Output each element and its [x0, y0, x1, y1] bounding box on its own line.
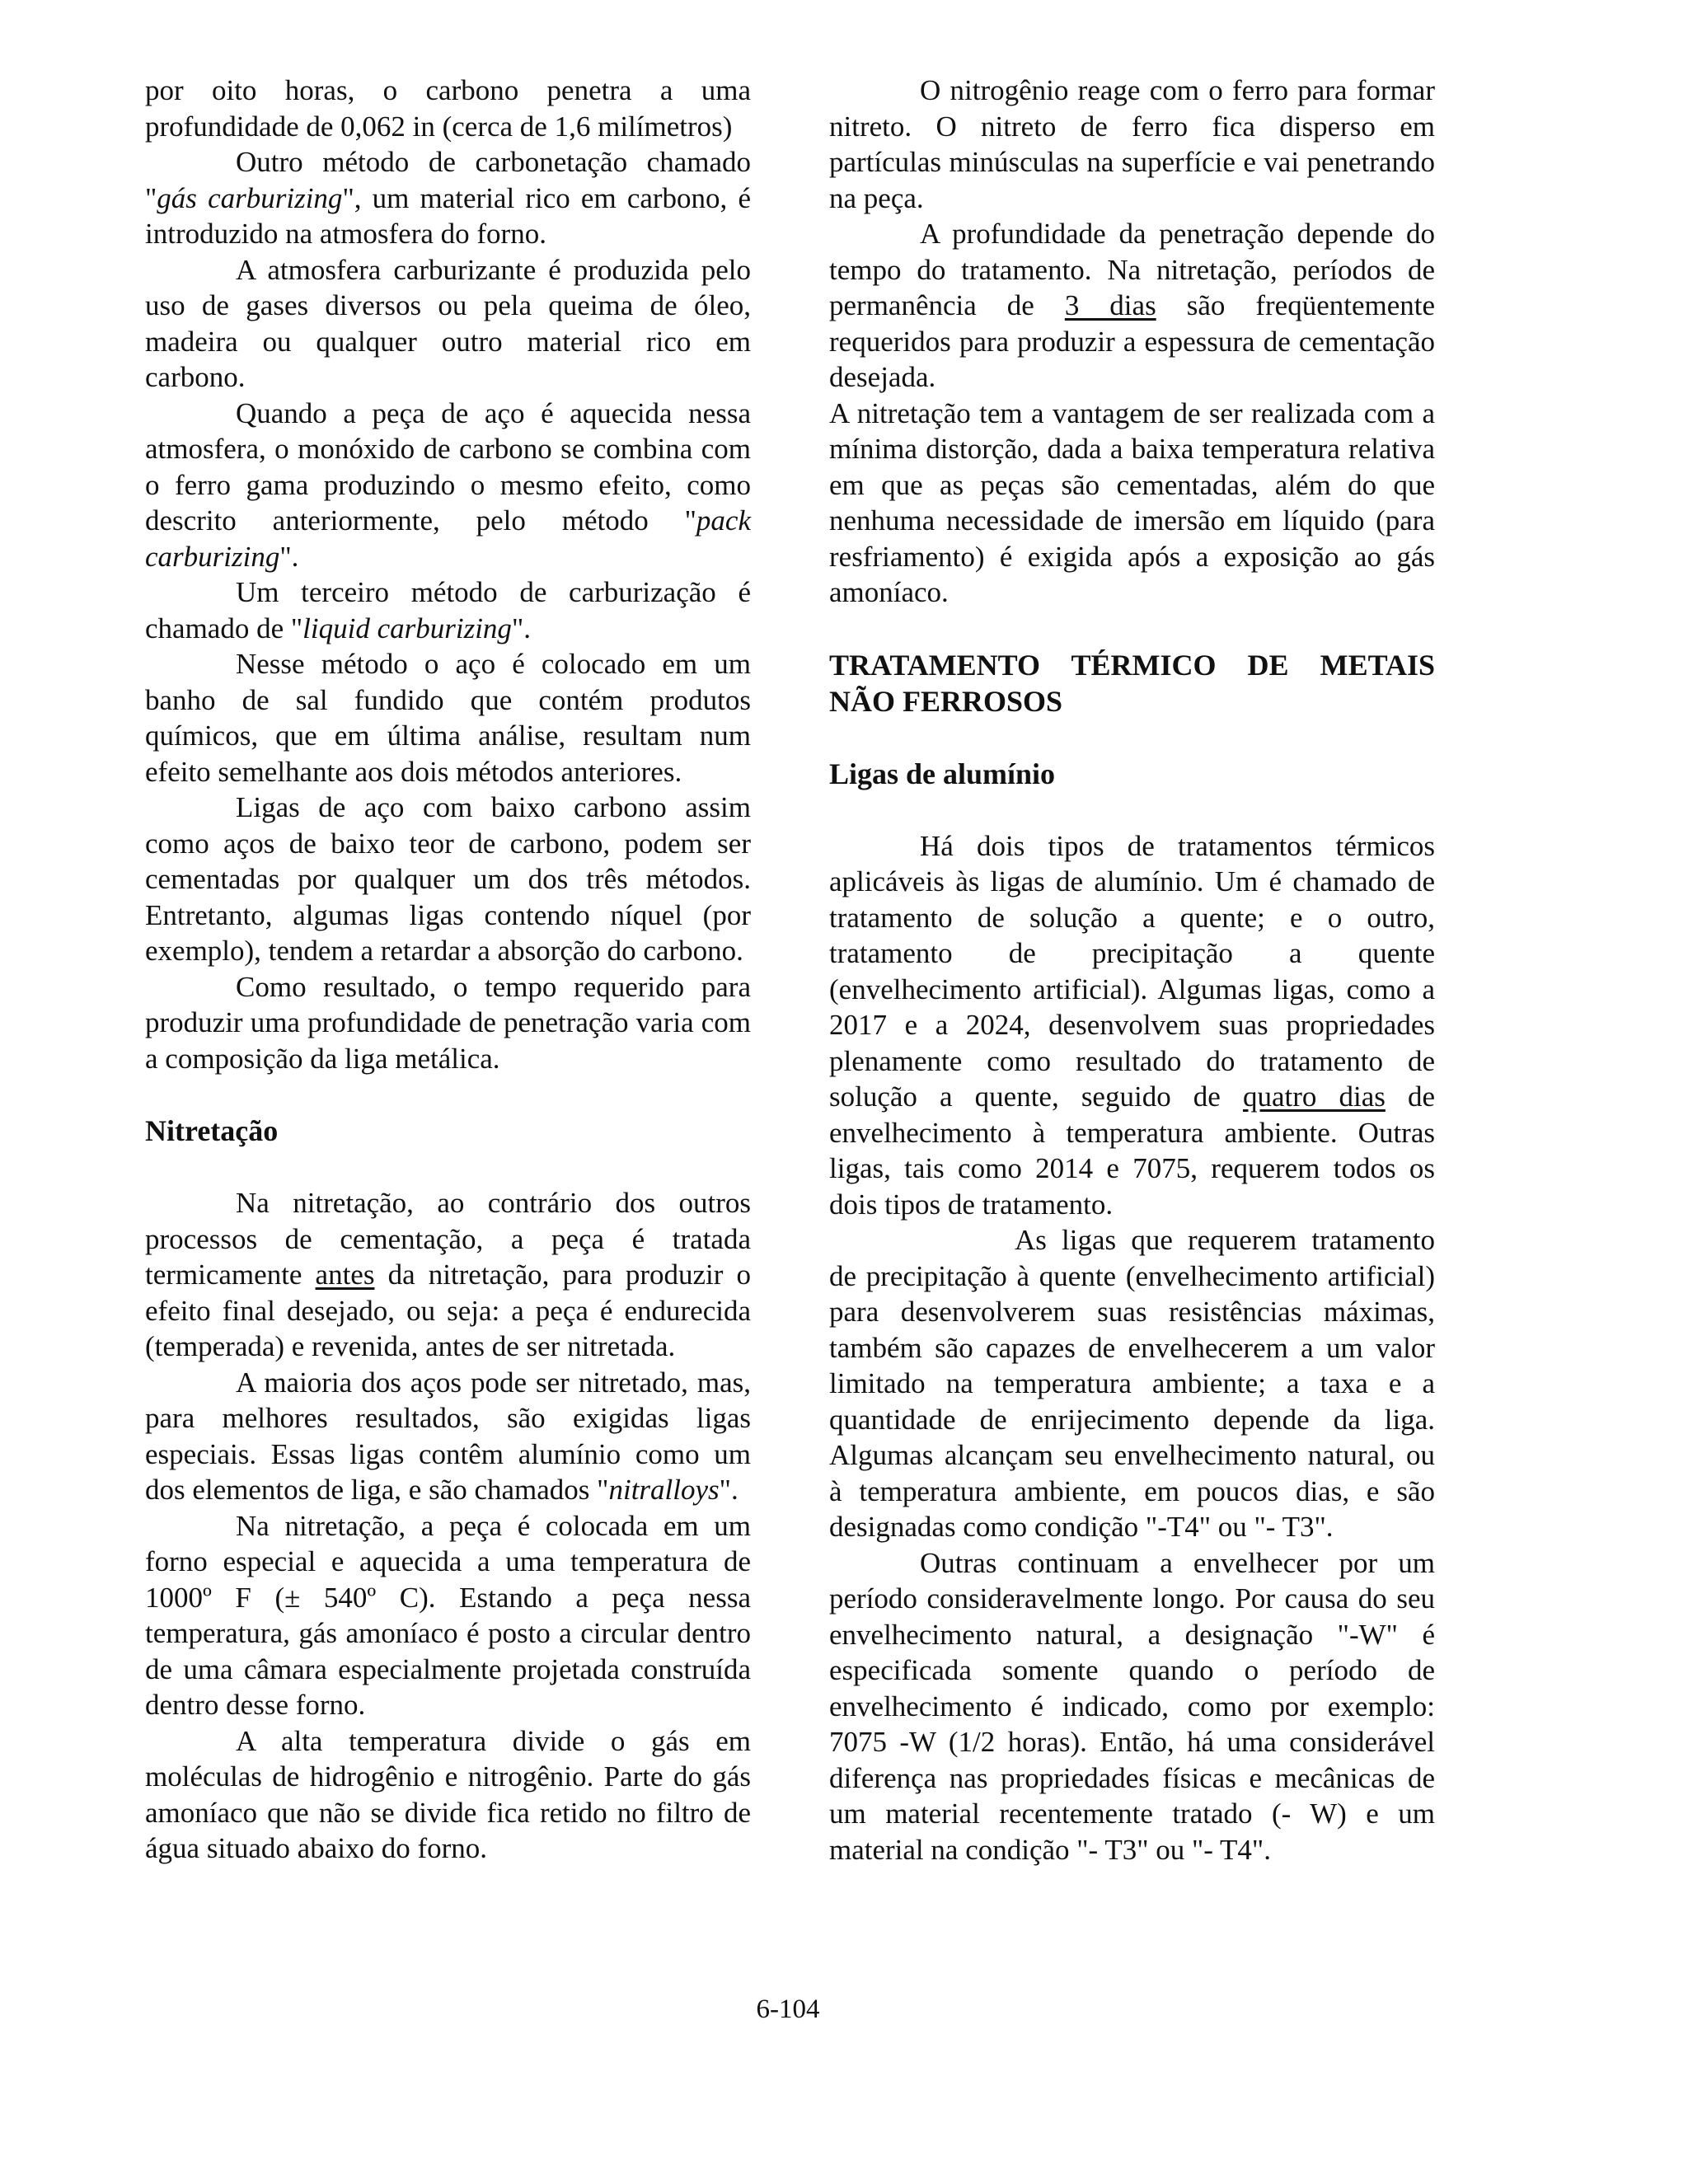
section-heading-tratamento: TRATAMENTO TÉRMICO DE METAIS NÃO FERROSOS: [829, 648, 1435, 718]
paragraph: A nitretação tem a vantagem de ser realizada com a mínima distorção, dada a baixa temperatura relativa em que as peças são cementadas, além do que nenhuma necessidade de imersão em líquido (para resfriamento) é exigida após a exposição ao gás amoníaco.: [829, 396, 1435, 608]
right-column: [829, 73, 1435, 1868]
paragraph: Outro método de carbonetação chamado "gás carburizing", um material rico em carbono, é introduzido na atmosfera do forno.: [145, 146, 752, 250]
paragraph: Um terceiro método de carburização é chamado de "liquid carburizing".: [145, 576, 751, 644]
paragraph: Quando a peça de aço é aquecida nessa atmosfera, o monóxido de carbono se combina com o ferro gama produzindo o mesmo efeito, como descrito anteriormente, pelo método "pack carburizing".: [145, 396, 751, 573]
page-number: 6-104: [756, 1994, 820, 2024]
paragraph: Na nitretação, ao contrário dos outros processos de cementação, a peça é tratada termicamente antes da nitretação, para produzir o efeito final desejado, ou seja: a peça é endurecida (temperada) e revenida, antes de ser nitretada.: [145, 1187, 751, 1362]
paragraph: A alta temperatura divide o gás em moléculas de hidrogênio e nitrogênio. Parte do gás amoníaco que não se divide fica retido no filtro de água situado abaixo do forno.: [145, 1724, 751, 1864]
paragraph: Outras continuam a envelhecer por um período consideravelmente longo. Por causa do seu envelhecimento natural, a designação "-W" é especificada somente quando o período de envelhecimento é indicado, como por exemplo: 7075 -W (1/2 horas). Então, há uma considerável diferença nas propriedades físicas e mecânicas de um material recentemente tratado (- W) e um material na condição "- T3" ou "- T4".: [829, 1546, 1435, 1866]
paragraph: Ligas de aço com baixo carbono assim como aços de baixo teor de carbono, podem ser cementadas por qualquer um dos três métodos. Entretanto, algumas ligas contendo níquel (por exemplo), tendem a retardar a absorção do carbono.: [145, 791, 751, 967]
paragraph: O nitrogênio reage com o ferro para formar nitreto. O nitreto de ferro fica disperso em partículas minúsculas na superfície e vai penetrando na peça.: [829, 74, 1435, 214]
paragraph: Como resultado, o tempo requerido para produzir uma profundidade de penetração varia com a composição da liga metálica.: [145, 970, 751, 1075]
section-heading-nitretacao: Nitretação: [145, 1114, 279, 1147]
paragraph: Há dois tipos de tratamentos térmicos aplicáveis às ligas de alumínio. Um é chamado de tratamento de solução a quente; e o outro, tratamento de precipitação a quente (envelhecimento artificial). Algumas ligas, como a 2017 e a 2024, desenvolvem suas propriedades plenamente como resultado do tratamento de solução a quente, seguido de quatro dias de envelhecimento à temperatura ambiente. Outras ligas, tais como 2014 e 7075, requerem todos os dois tipos de tratamento.: [829, 829, 1436, 1221]
paragraph: A profundidade da penetração depende do tempo do tratamento. Na nitretação, períodos de permanência de 3 dias são freqüentemente requeridos para produzir a espessura de cementação desejada.: [829, 218, 1436, 393]
paragraph: A atmosfera carburizante é produzida pelo uso de gases diversos ou pela queima de óleo, madeira ou qualquer outro material rico em carbono.: [145, 253, 751, 393]
paragraph: As ligas que requerem tratamento de precipitação à quente (envelhecimento artificial) para desenvolverem suas resistências máximas, também são capazes de envelhecerem a um valor limitado na temperatura ambiente; a taxa e a quantidade de enrijecimento depende da liga. Algumas alcançam seu envelhecimento natural, ou à temperatura ambiente, em poucos dias, e são designadas como condição "-T4" ou "- T3".: [829, 1224, 1435, 1543]
left-column: [145, 73, 751, 1867]
paragraph: A maioria dos aços pode ser nitretado, mas, para melhores resultados, são exigidas ligas especiais. Essas ligas contêm alumínio como um dos elementos de liga, e são chamados "nitralloys".: [145, 1366, 751, 1506]
paragraph: Nesse método o aço é colocado em um banho de sal fundido que contém produtos químicos, que em última análise, resultam num efeito semelhante aos dois métodos anteriores.: [145, 648, 751, 788]
subsection-heading-ligas: Ligas de alumínio: [829, 757, 1056, 790]
paragraph: Na nitretação, a peça é colocada em um forno especial e aquecida a uma temperatura de 1000º F (± 540º C). Estando a peça nessa temperatura, gás amoníaco é posto a circular dentro de uma câmara especialmente projetada construída dentro desse forno.: [145, 1509, 751, 1721]
paragraph: por oito horas, o carbono penetra a uma profundidade de 0,062 in (cerca de 1,6 milímetros): [145, 74, 751, 143]
